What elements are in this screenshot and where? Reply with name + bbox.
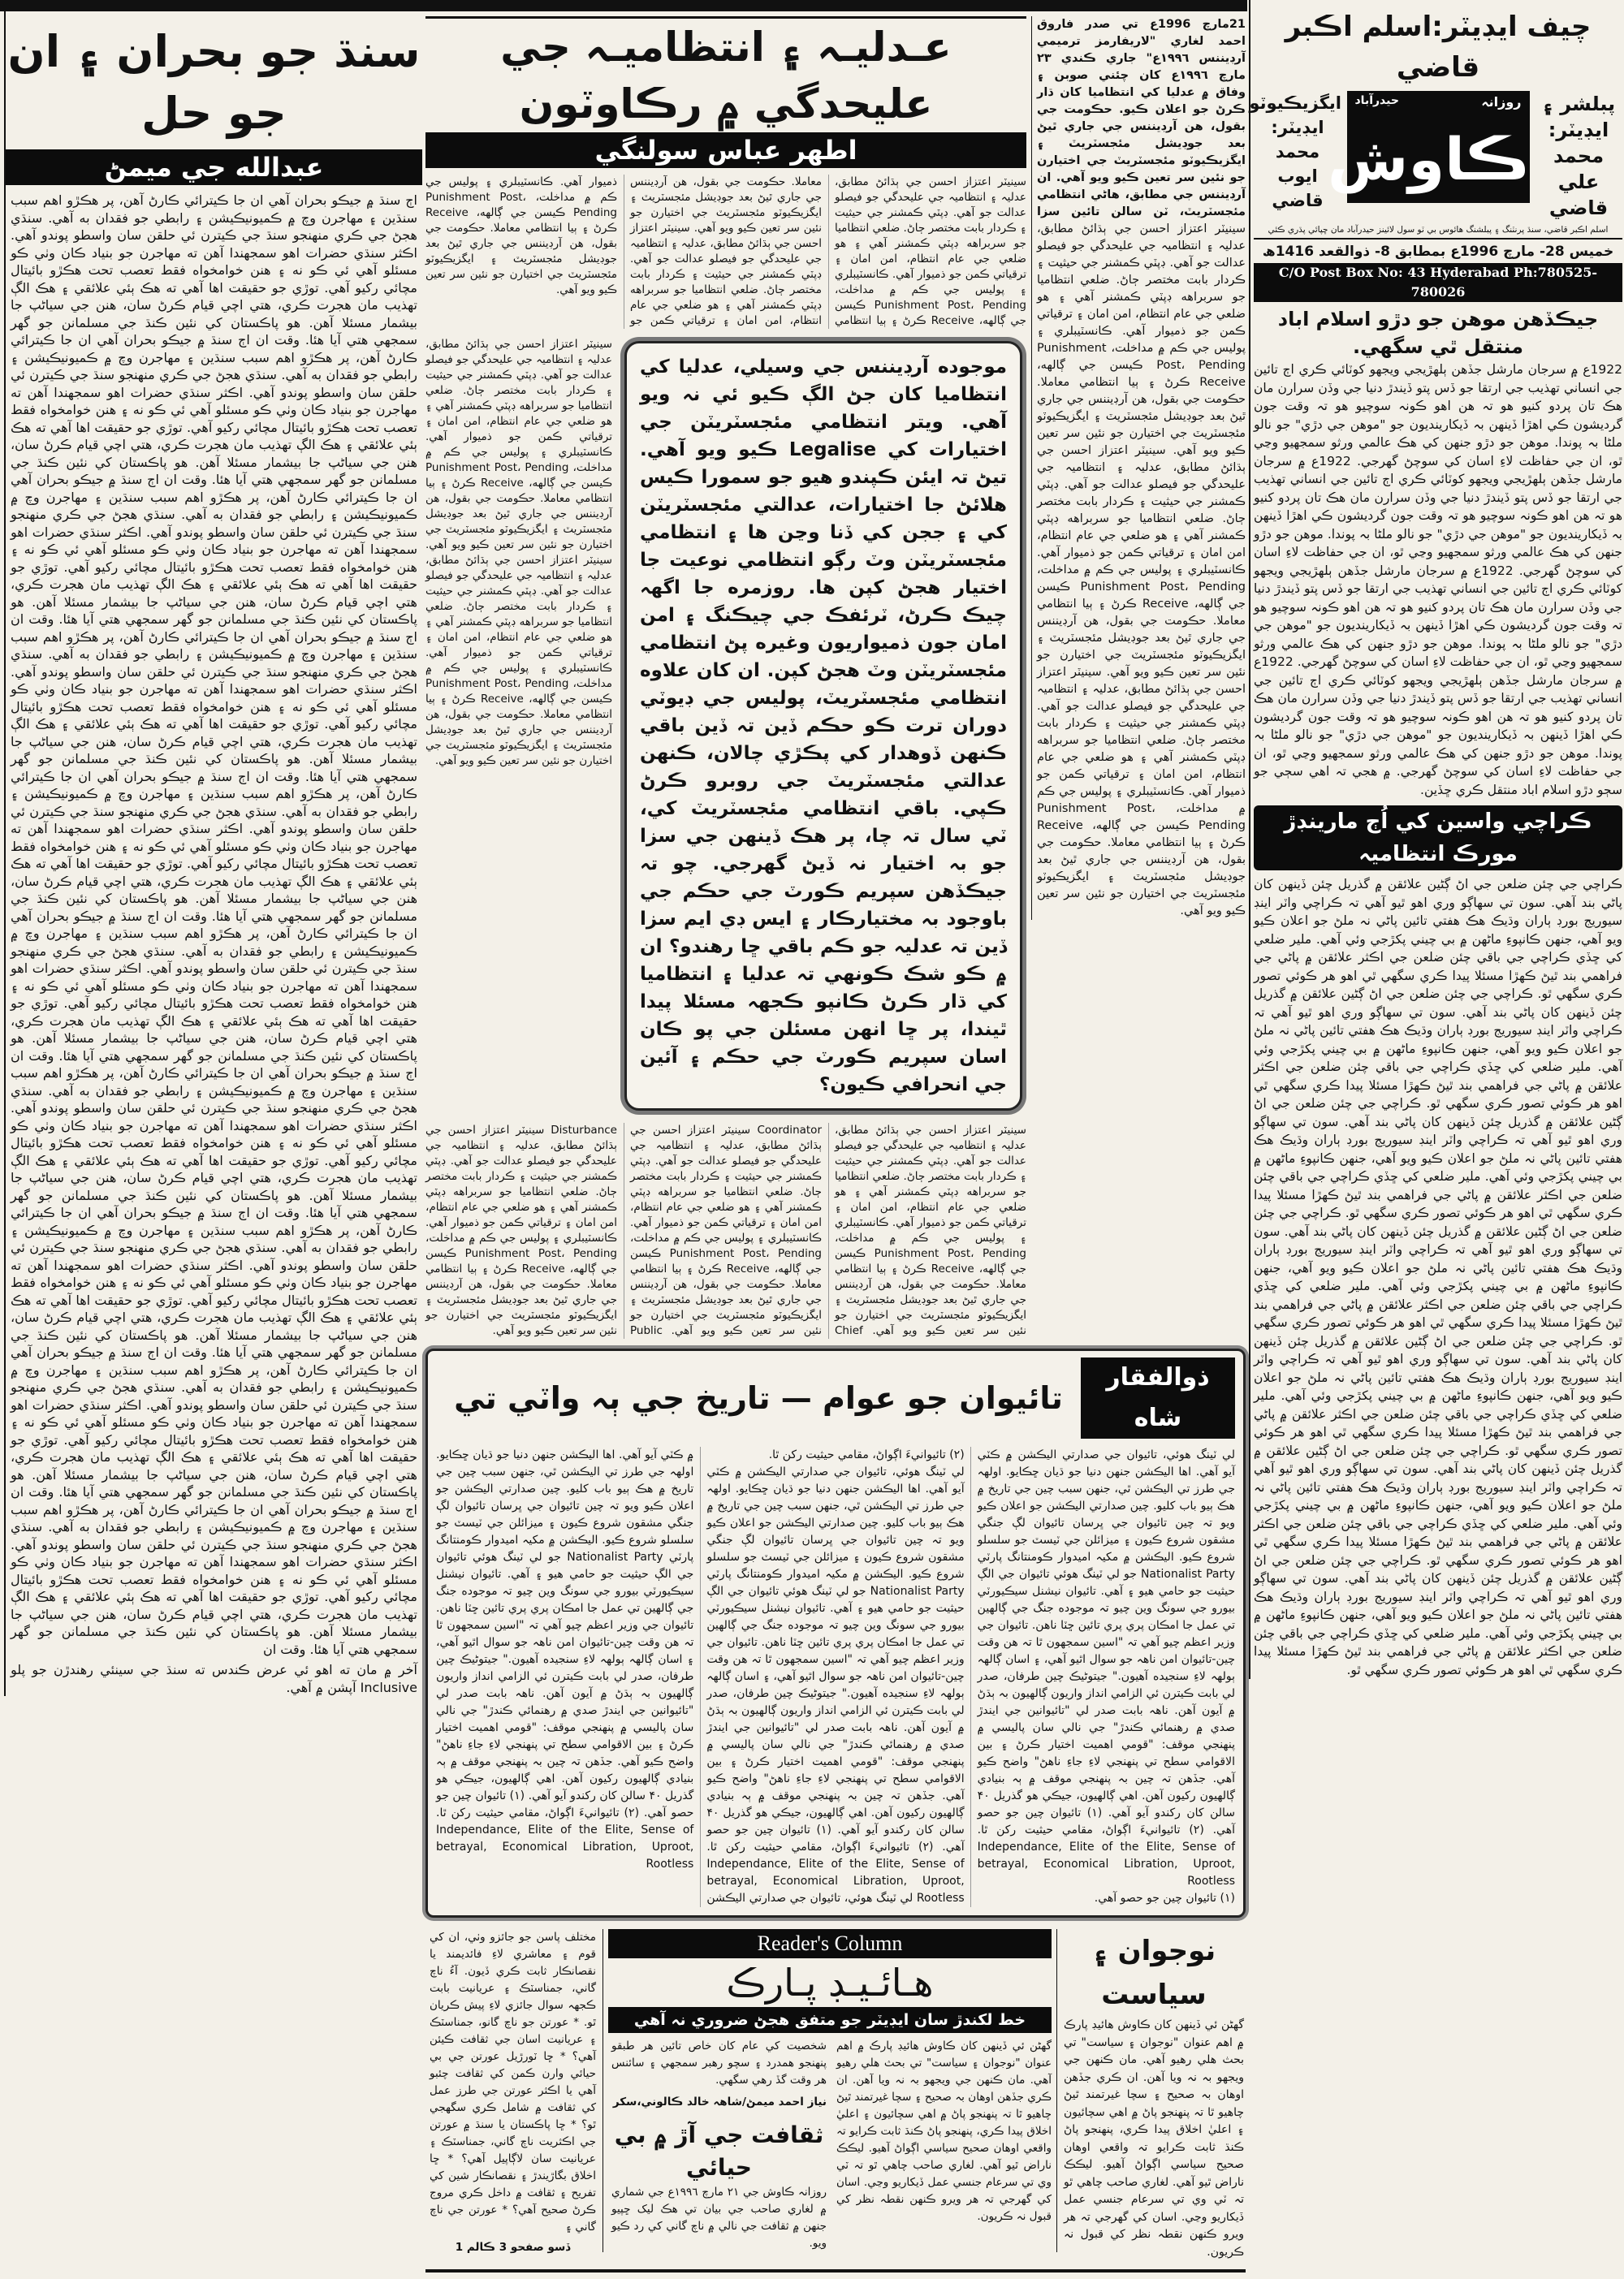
masthead (1249, 6, 1622, 261)
chief-editor: چيف ايڊيٽر:اسلم اڪبر قاضي (1285, 11, 1592, 84)
bottom-rule (425, 2269, 1246, 2273)
letters-row (608, 2038, 1052, 2252)
masthead-row (1249, 91, 1622, 221)
article-intro: 21مارچ 1996ع تي صدر فاروق احمد لغاري "لاريفارمز ترميمي آرڊيننس ١٩٩٦ع" جاري ڪندي ٢٣ مارچ ١٩٩٦ع کان چئني صوبن ۽ وفاق ۾ عدليا کي انتظاميا کان ڌار ڪرڻ جو اعلان ڪيو. حڪومت جي بقول، هن آرڊيننس جي جاري ٿيڻ بعد جوڊيشل مئجسٽريٽ ۽ ايگزيڪيوٽو مئجسٽريٽ جي اختيارن جو نئين سر تعين ڪيو ويو آهي. ان آرڊيننس جي مطابق، هاڻي انتظامي مئجسٽريٽ، ٽن سالن تائين سزا (1037, 18, 1246, 218)
exec-editor-label: ايگزيڪيوٽو ايڊيٽر: (1249, 93, 1341, 137)
karachi-headline: ڪراچي واسين کي اُڄ مارينڊڙ مورڪ انتظاميہ (1254, 805, 1622, 870)
mohenjo-headline: جيڪڏهن موهن جو دڙو اسلام اباد منتقل ٿي سگهي. (1277, 308, 1599, 358)
article-headline: تائيوان جو عوام — تاريخ جي ٻہ واٽي تي (454, 1380, 1063, 1416)
article-headline: سنڌ جو بحران ۽ ان جو حل (7, 26, 421, 139)
article-body: 1922ع ۾ سرجان مارشل جڏهن ٻلهڙيجي ويجهو کوٽائي ڪري اڄ تائين جي انساني تهذيب جي ارتقا جو ڏس پتو ڏيندڙ دنيا جي وڏن سرارن مان هڪ تان پردو کنيو هو تہ هن اهو ڪونہ سوچيو هو تہ وقت جون گرديشون ڪي اهڙا ڏينهن بہ ڏيکارينديون جو "موهن جي دڙي" جو نالو ملڻا بہ پوندا. موهن جو دڙو جنهن کي هڪ عالمي ورثو سمجهيو وڃي ٿو، ان جي حفاظت لاءِ اسان کي سوچڻ گهرجي. (1254, 563, 1622, 669)
article-main (425, 16, 1026, 1339)
article-body: لي ٽينگ هوئي، تائيوان جي صدارتي اليڪشن ۾ ڪٽي آيو آهي. اها اليڪشن جنهن دنيا جو ڌيان ڇڪايو. اولهہ جي طرز تي اليڪشن ٿي، جنهن سبب چين جي تاريخ ۾ هڪ ٻيو باب کليو. چين صدارتي اليڪشن جو اعلان ڪيو ويو تہ چين تائيوان جي ڀرسان تائيوان لڳ جنگي مشقون شروع ڪيون ۽ ميزائلن جي ٽيسٽ جو سلسلو شروع ڪيو. اليڪشن ۾ مکيہ اميدوار ڪومنتانگ پارٽي Nationalist Party جو لي ٽينگ هوئي تائيوان جي الڳ حيثيت جو حامي هيو ۽ آهي. تائيوان نيشنل سيڪيورٽي بيورو جي سونگ وين چيو تہ موجوده جنگ جي ڳالهين تي عمل جا امڪان پري پري تائين ڇٽا ناهن. تائيوان جي وزير اعظم چيو آهي تہ "اسين سمجهون ٿا تہ هن وقت چين-تائيوان امن ناهہ جو سوال اٿيو آهي، ۽ اسان ڳالهہ ٻولهہ لاءِ سنجيده آهيون." جيتوڻيڪ چين طرفان، صدر لي بابت ڪيترن ئي الزامي انداز واريون ڳالهيون بہ ٻڌڻ ۾ آيون آهن. ناهہ بابت صدر لي "تائيوانين جي ايندڙ صدي ۾ رهنمائي ڪندڙ" جي نالي سان پاليسي ۾ پنهنجي موقف: "قومي اهميت اختيار ڪرڻ ۽ بين الاقوامي سطح تي پنهنجي لاءِ جاءِ ناهڻ" واضح ڪيو آهي. جڏهن تہ چين بہ پنهنجي موقف ۾ ٻہ بنيادي ڳالهيون رکيون آهن. اهي ڳالهيون، جيڪي هو گذريل ۴۰ سالن کان رکندو آيو آهي. (١) تائيوان چين جو حصو آهي. (٢) تائيوانيءَ اڳواڻ، مقامي حيثيت رکن ٿا. Independance, Elite of the Elite, Sense of betrayal, Economical Libration, Uproot, Rootless (436, 1448, 914, 1905)
youth-politics (1064, 1929, 1246, 2261)
youth-politics-body (1064, 2017, 1244, 2261)
postal-address: C/O Post Box No: 43 Hyderabad Ph:780525-780026 (1254, 263, 1622, 302)
article-body: سينيٽر اعتزاز احسن جي ٻڌائڻ مطابق، عدليہ ۽ انتظاميہ جي عليحدگي جو فيصلو عدالت جو آهي. ڊپٽي ڪمشنر جي حيثيت ۽ ڪردار بابت مختصر ڄاڻ. ضلعي انتظاميا جو سربراهه ڊپٽي ڪمشنر آهي ۽ هو ضلعي جي عام انتظام، امن امان ۽ ترقياتي ڪمن جو ذميوار آهي. ڪانسٽيبلري ۽ پوليس جي ڪم ۾ مداخلت، Punishment Post، Pending ڪيسن جي ڳالهه، Receive ڪرڻ ۽ ٻيا انتظامي معاملا. حڪومت جي بقول، هن آرڊيننس جي جاري ٿيڻ بعد جوڊيشل مئجسٽريٽ ۽ ايگزيڪيوٽو مئجسٽريٽ جي اختيارن جو نئين سر تعين ڪيو ويو آهي. (1037, 444, 1246, 679)
article-closing: آخر ۾ مان ته اهو ئي عرض ڪندس ته سنڌ جي سينئي رهندڙن جو پلو Inclusive آپشن ۾ آهي. (11, 1662, 417, 1695)
karachi-body (1254, 875, 1622, 1679)
article-headline: عـدليـہ ۽ انتظاميـہ جي عليحدگي ۾ رڪاوٽون (500, 24, 952, 127)
letter-text: شخصيت کي عام کان خاص تائين هر طبقو پنهنجو همدرد ۽ سچو رهبر سمجهي ۽ سائنس هر وقت گڏ رهي سگهي. (611, 2039, 827, 2087)
letter-text: گهڻن ئي ڏينهن کان ڪاوش هائيڊ پارڪ ۾ اهم عنوان "نوجوان ۽ سياست" تي بحث هلي رهيو آهي. مان ڪنهن جي ويجهو بہ نہ ويا آهن. ان ڪري جڏهن اوهان بہ صحيح ۽ سچا غيرتمند ٿيڻ چاهيو ٿا تہ پنهنجو پاڻ ۾ اهي سچائيون ۽ اعليٰ اخلاق پيدا ڪري، پنهنجو پاڻ ڪنڌ ثابت ڪرايو تہ واقعي اوهان صحيح سياسي اڳواڻ آهيو. ليڪڪ ناراض ٿيو آهي. لغاري صاحب چاهي ٿو تہ ٽي وي تي سرعام جنسي عمل ڏيکاريو وڃي. اسان کي گهرجي تہ هر ويرو ڪنهن نقطہ نظر کي قبول نہ ڪريون. (836, 2039, 1052, 2223)
letter-text: روزانہ ڪاوش جي ۲۱ مارچ ١٩٩٦ع جي شماري ۾ لغاري صاحب جي بيان تي هڪ ليک ڇپيو جنهن ۾ ثقافت جي نالي ۾ ناچ گاني کي رد ڪيو ويو. (611, 2186, 827, 2250)
letter-signature: نياز احمد ميمڻ/شاهہ خالد ڪالوني،سکر (612, 2096, 827, 2109)
issue-date: خميس 28- مارچ 1996ع بمطابق 8- ذوالقعد 1416ھ (1262, 244, 1614, 260)
taiwan-header (436, 1357, 1235, 1439)
pull-quote-text: موجوده آرڊيننس جي وسيلي، عدليا کي انتظاميا کان جڻ الڳ ڪيو ئي نہ ويو آهي. ويتر انتظامي مئجسٽريٽن جي اختيارات کي Legalise ڪيو ويو آهي. تيڻ تہ ايئن ڪپندو هيو جو سمورا ڪيس هلائڻ جا اختيارات، عدالتي مئجسٽريٽن کي ۽ ججن کي ڏنا وڃن ها ۽ انتظامي مئجسٽريٽن وٽ رڳو انتظامي نوعيت جا اختيار هجڻ کپن ها. روزمره جا اگهہ چيڪ ڪرڻ، ٽرئفڪ جي چيڪنگ ۽ امن امان جون ذميواريون وغيره پڻ انتظامي مئجسٽريٽن وٽ هجڻ کپن. ان کان علاوه انتظامي مئجسٽريٽ، پوليس جي ڊيوٽي دوران ترت ڪو حڪم ڏين تہ ڏين باقي ڪنهن ڏوهدار کي پڪڙي چالان، ڪنهن عدالتي مئجسٽريٽ جي روبرو ڪرڻ ڪپي. باقي انتظامي مئجسٽريٽ کي، ٽي سال تہ چا، پر هڪ ڏينهن جي سزا جو بہ اختيار نہ ڏيڻ گهرجي. چو تہ جيڪڏهن سپريم ڪورٽ جي حڪم جي باوجود بہ مختيارڪار ۽ ايس ڊي ايم سزا ڏين تہ عدليہ جو ڪم باقي ڇا رهندو؟ ان ۾ ڪو شڪ ڪونهي تہ عدليا ۽ انتظاميا کي ڌار ڪرڻ ڪانپو ڪجهہ مسئلا پيدا ٿيندا، پر ڇا انهن مسئلن جي پو ڪان اسان سپريم ڪورٽ جي حڪم ۽ آئين جي انحرافي ڪيون؟ (640, 356, 1007, 1095)
article-body-repeat: اڄ سنڌ ۾ جيڪو بحران آهي ان جا ڪيترائي ڪارڻ آهن، پر هڪڙو اهم سبب سنڌين ۽ مهاجرن وچ ۾ ڪميونيڪيشن ۽ رابطي جو فقدان به آهي. سنڌي هجڻ جي ڪري منهنجو سنڌ جي ڪيترن ئي حلقن سان واسطو پوندو آهي. اڪثر سنڌي حضرات اهو سمجهندا آهن ته مهاجرن جو بنياد ڪان وٺي ڪو مسئلو آهي ئي ڪو نه ۽ هنن خوامخواه فقط تعصب تحت هڪڙو بائيتال مچائي رکيو آهي. توڙي جو حقيقت اها آهي ته هڪ ٻئي علائقي ۽ هڪ الڳ تهذيب مان هجرت ڪري، هتي اچي قيام ڪرڻ سان، هنن جي سياڻپ جا بيشمار مسئلا آهن. هو پاڪستان کي نئين ڪنڌ جي مسلمانن جو گهر سمجهي هتي آيا هئا. وقت ان (11, 1501, 417, 1657)
letter-text: گهڻن ئي ڏينهن کان ڪاوش هائيڊ پارڪ ۾ اهم عنوان "نوجوان ۽ سياست" تي بحث هلي رهيو آهي. مان ڪنهن جي ويجهو بہ نہ ويا آهن. ان ڪري جڏهن اوهان بہ صحيح ۽ سچا غيرتمند ٿيڻ چاهيو ٿا تہ پنهنجو پاڻ ۾ اهي سچائيون ۽ اعليٰ اخلاق پيدا ڪري، پنهنجو پاڻ ڪنڌ ثابت ڪرايو تہ واقعي اوهان صحيح سياسي اڳواڻ آهيو. ليڪڪ ناراض ٿيو آهي. لغاري صاحب چاهي ٿو تہ ٽي وي تي سرعام جنسي عمل ڏيکاريو وڃي. اسان کي گهرجي تہ هر ويرو ڪنهن نقطہ نظر کي قبول نہ ڪريون. (1064, 2018, 1244, 2259)
hyde-park-title: هـائـيـڊ پـارڪ (726, 1961, 934, 2005)
article-body: سينيٽر اعتزاز احسن جي ٻڌائڻ مطابق، عدليہ ۽ انتظاميہ جي عليحدگي جو فيصلو عدالت جو آهي. ڊپٽي ڪمشنر جي حيثيت ۽ ڪردار بابت مختصر ڄاڻ. ضلعي انتظاميا جو سربراهه ڊپٽي ڪمشنر آهي ۽ هو ضلعي جي عام انتظام، امن امان ۽ ترقياتي ڪمن جو ذميوار آهي. ڪانسٽيبلري ۽ پوليس جي ڪم ۾ مداخلت، Punishment Post، Pending ڪيسن جي ڳالهه، Receive ڪرڻ ۽ ٻيا انتظامي معاملا. حڪومت جي بقول، هن آرڊيننس جي جاري ٿيڻ بعد جوڊيشل مئجسٽريٽ ۽ ايگزيڪيوٽو مئجسٽريٽ جي اختيارن جو نئين سر تعين ڪيو ويو آهي. (630, 1124, 823, 1337)
author-byline: عبدالله جي ميمڻ (6, 149, 422, 185)
article-body-repeat: اڄ سنڌ ۾ جيڪو بحران آهي ان جا ڪيترائي ڪارڻ آهن، پر هڪڙو اهم سبب سنڌين ۽ مهاجرن وچ ۾ ڪميونيڪيشن ۽ رابطي جو فقدان به آهي. سنڌي هجڻ جي ڪري منهنجو سنڌ جي ڪيترن ئي حلقن سان واسطو پوندو آهي. اڪثر سنڌي حضرات اهو سمجهندا آهن ته مهاجرن جو بنياد ڪان وٺي ڪو مسئلو آهي ئي ڪو نه ۽ هنن خوامخواه فقط تعصب تحت هڪڙو بائيتال مچائي رکيو آهي. توڙي جو حقيقت اها آهي ته هڪ ٻئي علائقي ۽ هڪ الڳ تهذيب مان هجرت ڪري، هتي اچي قيام ڪرڻ سان، هنن جي سياڻپ جا بيشمار مسئلا آهن. هو پاڪستان کي نئين ڪنڌ جي مسلمانن جو گهر سمجهي هتي آيا هئا. وقت ان (11, 1345, 417, 1500)
article-body: سينيٽر اعتزاز احسن جي ٻڌائڻ مطابق، عدليہ ۽ انتظاميہ جي عليحدگي جو فيصلو عدالت جو آهي. ڊپٽي ڪمشنر جي حيثيت ۽ ڪردار بابت مختصر ڄاڻ. ضلعي انتظاميا جو سربراهه ڊپٽي ڪمشنر آهي ۽ هو ضلعي جي عام انتظام، امن امان ۽ ترقياتي ڪمن جو ذميوار آهي. ڪانسٽيبلري ۽ پوليس جي ڪم ۾ مداخلت، Punishment Post، Pending ڪيسن جي ڳالهه، Receive ڪرڻ ۽ ٻيا انتظامي معاملا. حڪومت جي بقول، هن آرڊيننس جي جاري ٿيڻ بعد جوڊيشل مئجسٽريٽ ۽ ايگزيڪيوٽو مئجسٽريٽ جي اختيارن جو نئين سر تعين ڪيو ويو آهي. (425, 554, 613, 767)
imprint-line: اسلم اڪبر قاضي، سنڌ پرنٽنگ ۽ پبلشنگ هائوس بي ٽو سول لائينز حيدرآباد مان ڇپائي پڌري ڪئي (1268, 225, 1609, 235)
article-body-repeat: اڄ سنڌ ۾ جيڪو بحران آهي ان جا ڪيترائي ڪارڻ آهن، پر هڪڙو اهم سبب سنڌين ۽ مهاجرن وچ ۾ ڪميونيڪيشن ۽ رابطي جو فقدان به آهي. سنڌي هجڻ جي ڪري منهنجو سنڌ جي ڪيترن ئي حلقن سان واسطو پوندو آهي. اڪثر سنڌي حضرات اهو سمجهندا آهن ته مهاجرن جو بنياد ڪان وٺي ڪو مسئلو آهي ئي ڪو نه ۽ هنن خوامخواه فقط تعصب تحت هڪڙو بائيتال مچائي رکيو آهي. توڙي جو حقيقت اها آهي ته هڪ ٻئي علائقي ۽ هڪ الڳ تهذيب مان هجرت ڪري، هتي اچي قيام ڪرڻ سان، هنن جي سياڻپ جا بيشمار مسئلا آهن. هو پاڪستان کي نئين ڪنڌ جي مسلمانن جو گهر سمجهي هتي آيا هئا. وقت ان (11, 1205, 417, 1360)
article-body-columns-lower (425, 1123, 1026, 1339)
article-body-repeat: اڄ سنڌ ۾ جيڪو بحران آهي ان جا ڪيترائي ڪارڻ آهن، پر هڪڙو اهم سبب سنڌين ۽ مهاجرن وچ ۾ ڪميونيڪيشن ۽ رابطي جو فقدان به آهي. سنڌي هجڻ جي ڪري منهنجو سنڌ جي ڪيترن ئي حلقن سان واسطو پوندو آهي. اڪثر سنڌي حضرات اهو سمجهندا آهن ته مهاجرن جو بنياد ڪان وٺي ڪو مسئلو آهي ئي ڪو نه ۽ هنن خوامخواه فقط تعصب تحت هڪڙو بائيتال مچائي رکيو آهي. توڙي جو حقيقت اها آهي ته هڪ ٻئي علائقي ۽ هڪ الڳ تهذيب مان هجرت ڪري، هتي اچي قيام ڪرڻ سان، هنن جي سياڻپ جا بيشمار مسئلا آهن. هو پاڪستان کي نئين ڪنڌ جي مسلمانن جو گهر سمجهي هتي آيا هئا. وقت ان (11, 472, 417, 627)
article-body: سينيٽر اعتزاز احسن جي ٻڌائڻ مطابق، عدليہ ۽ انتظاميہ جي عليحدگي جو فيصلو عدالت جو آهي. ڊپٽي ڪمشنر جي حيثيت ۽ ڪردار بابت مختصر ڄاڻ. ضلعي انتظاميا جو سربراهه ڊپٽي ڪمشنر آهي ۽ هو ضلعي جي عام انتظام، امن امان ۽ ترقياتي ڪمن جو ذميوار آهي. ڪانسٽيبلري ۽ پوليس جي ڪم ۾ مداخلت، Punishment Post، Pending ڪيسن جي ڳالهه، Receive ڪرڻ ۽ ٻيا انتظامي معاملا. حڪومت جي بقول، هن آرڊيننس جي جاري ٿيڻ بعد جوڊيشل مئجسٽريٽ ۽ ايگزيڪيوٽو مئجسٽريٽ جي اختيارن جو نئين سر تعين ڪيو ويو آهي. (425, 175, 822, 327)
letter-column-2 (836, 2038, 1052, 2225)
readers-left-column (430, 1929, 596, 2256)
readers-center (603, 1929, 1057, 2252)
article-sindh-crisis (4, 0, 422, 1696)
logo-daily: روزانہ (1481, 94, 1522, 110)
article-body: سينيٽر اعتزاز احسن جي ٻڌائڻ مطابق، عدليہ ۽ انتظاميہ جي عليحدگي جو فيصلو عدالت جو آهي. ڊپٽي ڪمشنر جي حيثيت ۽ ڪردار بابت مختصر ڄاڻ. ضلعي انتظاميا جو سربراهه ڊپٽي ڪمشنر آهي ۽ هو ضلعي جي عام انتظام، امن امان ۽ ترقياتي ڪمن جو ذميوار آهي. ڪانسٽيبلري ۽ پوليس جي ڪم ۾ مداخلت، Punishment Post، Pending ڪيسن جي ڳالهه، Receive ڪرڻ ۽ ٻيا انتظامي معاملا. حڪومت جي بقول، هن آرڊيننس جي جاري ٿيڻ بعد جوڊيشل مئجسٽريٽ ۽ ايگزيڪيوٽو مئجسٽريٽ جي اختيارن جو نئين سر تعين ڪيو ويو آهي. (630, 175, 1027, 327)
letter-title: ثقافت جي آڙ ۾ بي حيائي (614, 2121, 824, 2181)
article-body: ڪراچي جي چئن ضلعن جي اڻ ڳڻين علائقن ۾ گذريل چئن ڏينهن کان پاڻي بند آهي. سون تي سهاڳو وري اهو ٿيو آهي تہ ڪراچي واٽر اينڊ سيوريج بورڊ ٻاران وڌيڪ هڪ هفتي تائين پاڻي نہ ملڻ جو اعلان ڪيو ويو آهي، جنهن ڪانپوءِ ماڻهن ۾ بي چيني پکڙجي وئي آهي. ملير ضلعي کي ڇڏي ڪراچي جي باقي چئن ضلعن جي اڪثر علائقن ۾ پاڻي جي فراهمي بند ٿيڻ ڪهڙا مسئلا پيدا ڪري سگهي ٿي اهو هر ڪوئي تصور ڪري سگهي ٿو. (1254, 877, 1622, 1001)
article-body: سينيٽر اعتزاز احسن جي ٻڌائڻ مطابق، عدليہ ۽ انتظاميہ جي عليحدگي جو فيصلو عدالت جو آهي. ڊپٽي ڪمشنر جي حيثيت ۽ ڪردار بابت مختصر ڄاڻ. ضلعي انتظاميا جو سربراهه ڊپٽي ڪمشنر آهي ۽ هو ضلعي جي عام انتظام، امن امان ۽ ترقياتي ڪمن جو ذميوار آهي. ڪانسٽيبلري ۽ پوليس جي ڪم ۾ مداخلت، Punishment Post، Pending ڪيسن جي ڳالهه، Receive ڪرڻ ۽ ٻيا انتظامي معاملا. حڪومت جي بقول، هن آرڊيننس جي جاري ٿيڻ بعد جوڊيشل مئجسٽريٽ ۽ ايگزيڪيوٽو مئجسٽريٽ جي اختيارن جو نئين سر تعين ڪيو ويو آهي. (1037, 666, 1246, 917)
article-body: سينيٽر اعتزاز احسن جي ٻڌائڻ مطابق، عدليہ ۽ انتظاميہ جي عليحدگي جو فيصلو عدالت جو آهي. ڊپٽي ڪمشنر جي حيثيت ۽ ڪردار بابت مختصر ڄاڻ. ضلعي انتظاميا جو سربراهه ڊپٽي ڪمشنر آهي ۽ هو ضلعي جي عام انتظام، امن امان ۽ ترقياتي ڪمن جو ذميوار آهي. ڪانسٽيبلري ۽ پوليس جي ڪم ۾ مداخلت، Punishment Post، Pending ڪيسن جي ڳالهه، Receive ڪرڻ ۽ ٻيا انتظامي معاملا. حڪومت جي بقول، هن آرڊيننس جي جاري ٿيڻ بعد جوڊيشل مئجسٽريٽ ۽ ايگزيڪيوٽو مئجسٽريٽ جي اختيارن جو نئين سر تعين ڪيو ويو آهي. (425, 1124, 618, 1337)
continued-note: ڏسو صفحو 3 ڪالم 1 (455, 2241, 571, 2254)
term-chief-coordinator: Chief Coordinator (757, 1124, 863, 1337)
article-body-repeat: اڄ سنڌ ۾ جيڪو بحران آهي ان جا ڪيترائي ڪارڻ آهن، پر هڪڙو اهم سبب سنڌين ۽ مهاجرن وچ ۾ ڪميونيڪيشن ۽ رابطي جو فقدان به آهي. سنڌي هجڻ جي ڪري منهنجو سنڌ جي ڪيترن ئي حلقن سان واسطو پوندو آهي. اڪثر سنڌي حضرات اهو سمجهندا آهن ته مهاجرن جو بنياد ڪان وٺي ڪو مسئلو آهي ئي ڪو نه ۽ هنن خوامخواه فقط تعصب تحت هڪڙو بائيتال مچائي رکيو آهي. توڙي جو حقيقت اها آهي ته هڪ ٻئي علائقي ۽ هڪ الڳ تهذيب مان هجرت ڪري، هتي اچي قيام ڪرڻ سان، هنن جي سياڻپ جا بيشمار مسئلا آهن. هو پاڪستان کي نئين ڪنڌ جي مسلمانن جو گهر سمجهي هتي آيا هئا. وقت ان (11, 1065, 418, 1220)
article-body: لي ٽينگ هوئي، تائيوان جي صدارتي اليڪشن ۾ ڪٽي آيو آهي. اها اليڪشن جنهن دنيا جو ڌيان ڇڪايو. اولهہ جي طرز تي اليڪشن ٿي، جنهن سبب چين جي تاريخ ۾ هڪ ٻيو باب کليو. چين صدارتي اليڪشن جو اعلان ڪيو ويو تہ چين تائيوان جي ڀرسان تائيوان لڳ جنگي مشقون شروع ڪيون ۽ ميزائلن جي ٽيسٽ جو سلسلو شروع ڪيو. اليڪشن ۾ مکيہ اميدوار ڪومنتانگ پارٽي Nationalist Party جو لي ٽينگ هوئي تائيوان جي الڳ حيثيت جو حامي هيو ۽ آهي. تائيوان نيشنل سيڪيورٽي بيورو جي سونگ وين چيو تہ موجوده جنگ جي ڳالهين تي عمل جا امڪان پري پري تائين ڇٽا ناهن. تائيوان جي وزير اعظم چيو آهي تہ "اسين سمجهون ٿا تہ هن وقت چين-تائيوان امن ناهہ جو سوال اٿيو آهي، ۽ اسان ڳالهہ ٻولهہ لاءِ سنجيده آهيون." جيتوڻيڪ چين طرفان، صدر لي بابت ڪيترن ئي الزامي انداز واريون ڳالهيون بہ ٻڌڻ ۾ آيون آهن. ناهہ بابت صدر لي "تائيوانين جي ايندڙ صدي ۾ رهنمائي ڪندڙ" جي نالي سان پاليسي ۾ پنهنجي موقف: "قومي اهميت اختيار ڪرڻ ۽ بين الاقوامي سطح تي پنهنجي لاءِ جاءِ ناهڻ" واضح ڪيو آهي. جڏهن تہ چين بہ پنهنجي موقف ۾ ٻہ بنيادي ڳالهيون رکيون آهن. اهي ڳالهيون، جيڪي هو گذريل ۴۰ سالن کان رکندو آيو آهي. (١) تائيوان چين جو حصو آهي. (٢) تائيوانيءَ اڳواڻ، مقامي حيثيت رکن ٿا. Independance, Elite of the Elite, Sense of betrayal, Economical Libration, Uproot, Rootless (706, 1465, 965, 1905)
publisher-block (1535, 91, 1622, 221)
readers-area (425, 1929, 1246, 2261)
article-body-left-column (425, 337, 612, 769)
term-public-disturbance: Public Disturbance (551, 1124, 663, 1337)
article-body: ڪراچي جي چئن ضلعن جي اڻ ڳڻين علائقن ۾ گذريل چئن ڏينهن کان پاڻي بند آهي. سون تي سهاڳو وري اهو ٿيو آهي تہ ڪراچي واٽر اينڊ سيوريج بورڊ ٻاران وڌيڪ هڪ هفتي تائين پاڻي نہ ملڻ جو اعلان ڪيو ويو آهي، جنهن ڪانپوءِ ماڻهن ۾ بي چيني پکڙجي وئي آهي. ملير ضلعي کي ڇڏي ڪراچي جي باقي چئن ضلعن جي اڪثر علائقن ۾ پاڻي جي فراهمي بند ٿيڻ ڪهڙا مسئلا پيدا ڪري سگهي ٿي اهو هر ڪوئي تصور ڪري سگهي ٿو. (1254, 1443, 1622, 1568)
article-body: 1922ع ۾ سرجان مارشل جڏهن ٻلهڙيجي ويجهو کوٽائي ڪري اڄ تائين جي انساني تهذيب جي ارتقا جو ڏس پتو ڏيندڙ دنيا جي وڏن سرارن مان هڪ تان پردو کنيو هو تہ هن اهو ڪونہ سوچيو هو تہ وقت جون گرديشون ڪي اهڙا ڏينهن بہ ڏيکارينديون جو "موهن جي دڙي" جو نالو ملڻا بہ پوندا. موهن جو دڙو جنهن کي هڪ عالمي ورثو سمجهيو وڃي ٿو، ان جي حفاظت لاءِ اسان کي سوچڻ گهرجي. (1254, 654, 1622, 779)
article-intro-column (1031, 16, 1246, 920)
article-body: لي ٽينگ هوئي، تائيوان جي صدارتي اليڪشن ۾ ڪٽي آيو آهي. اها اليڪشن جنهن دنيا جو ڌيان ڇڪايو. اولهہ جي طرز تي اليڪشن ٿي، جنهن سبب چين جي تاريخ ۾ هڪ ٻيو باب کليو. چين صدارتي اليڪشن جو اعلان ڪيو ويو تہ چين تائيوان جي ڀرسان تائيوان لڳ جنگي مشقون شروع ڪيون ۽ ميزائلن جي ٽيسٽ جو سلسلو شروع ڪيو. اليڪشن ۾ مکيہ اميدوار ڪومنتانگ پارٽي Nationalist Party جو لي ٽينگ هوئي تائيوان جي الڳ حيثيت جو حامي هيو ۽ آهي. تائيوان نيشنل سيڪيورٽي بيورو جي سونگ وين چيو تہ موجوده جنگ جي ڳالهين تي عمل جا امڪان پري پري تائين ڇٽا ناهن. تائيوان جي وزير اعظم چيو آهي تہ "اسين سمجهون ٿا تہ هن وقت چين-تائيوان امن ناهہ جو سوال اٿيو آهي، ۽ اسان ڳالهہ ٻولهہ لاءِ سنجيده آهيون." جيتوڻيڪ چين طرفان، صدر لي بابت ڪيترن ئي الزامي انداز واريون ڳالهيون بہ ٻڌڻ ۾ آيون آهن. ناهہ بابت صدر لي "تائيوانين جي ايندڙ صدي ۾ رهنمائي ڪندڙ" جي نالي سان پاليسي ۾ پنهنجي موقف: "قومي اهميت اختيار ڪرڻ ۽ بين الاقوامي سطح تي پنهنجي لاءِ جاءِ ناهڻ" واضح ڪيو آهي. جڏهن تہ چين بہ پنهنجي موقف ۾ ٻہ بنيادي ڳالهيون رکيون آهن. اهي ڳالهيون، جيڪي هو گذريل ۴۰ سالن کان رکندو آيو آهي. (١) تائيوان چين جو حصو آهي. (٢) تائيوانيءَ اڳواڻ، مقامي حيثيت رکن ٿا. Independance, Elite of the Elite, Sense of betrayal, Economical Libration, Uproot, Rootless (977, 1448, 1236, 1888)
exec-editor-name: محمد ايوب قاضي (1272, 142, 1324, 210)
masthead-rule (1254, 238, 1622, 240)
article-body (6, 192, 422, 1658)
article-body: ڪراچي جي چئن ضلعن جي اڻ ڳڻين علائقن ۾ گذريل چئن ڏينهن کان پاڻي بند آهي. سون تي سهاڳو وري اهو ٿيو آهي تہ ڪراچي واٽر اينڊ سيوريج بورڊ ٻاران وڌيڪ هڪ هفتي تائين پاڻي نہ ملڻ جو اعلان ڪيو ويو آهي، جنهن ڪانپوءِ ماڻهن ۾ بي چيني پکڙجي وئي آهي. ملير ضلعي کي ڇڏي ڪراچي جي باقي چئن ضلعن جي اڪثر علائقن ۾ پاڻي جي فراهمي بند ٿيڻ ڪهڙا مسئلا پيدا ڪري سگهي ٿي اهو هر ڪوئي تصور ڪري سگهي ٿو. (1254, 1206, 1622, 1349)
article-body: سينيٽر اعتزاز احسن جي ٻڌائڻ مطابق، عدليہ ۽ انتظاميہ جي عليحدگي جو فيصلو عدالت جو آهي. ڊپٽي ڪمشنر جي حيثيت ۽ ڪردار بابت مختصر ڄاڻ. ضلعي انتظاميا جو سربراهه ڊپٽي ڪمشنر آهي ۽ هو ضلعي جي عام انتظام، امن امان ۽ ترقياتي ڪمن جو ذميوار آهي. ڪانسٽيبلري ۽ پوليس جي ڪم ۾ مداخلت، Punishment Post، Pending ڪيسن جي ڳالهه، Receive ڪرڻ ۽ ٻيا انتظامي معاملا. حڪومت جي بقول، هن آرڊيننس جي جاري ٿيڻ بعد جوڊيشل مئجسٽريٽ ۽ ايگزيڪيوٽو مئجسٽريٽ جي اختيارن جو نئين سر تعين ڪيو ويو آهي. (1037, 222, 1246, 457)
article-body: ڪراچي جي چئن ضلعن جي اڻ ڳڻين علائقن ۾ گذريل چئن ڏينهن کان پاڻي بند آهي. سون تي سهاڳو وري اهو ٿيو آهي تہ ڪراچي واٽر اينڊ سيوريج بورڊ ٻاران وڌيڪ هڪ هفتي تائين پاڻي نہ ملڻ جو اعلان ڪيو ويو آهي، جنهن ڪانپوءِ ماڻهن ۾ بي چيني پکڙجي وئي آهي. ملير ضلعي کي ڇڏي ڪراچي جي باقي چئن ضلعن جي اڪثر علائقن ۾ پاڻي جي فراهمي بند ٿيڻ ڪهڙا مسئلا پيدا ڪري سگهي ٿي اهو هر ڪوئي تصور ڪري سگهي ٿو. (1254, 1333, 1622, 1458)
article-body: 1922ع ۾ سرجان مارشل جڏهن ٻلهڙيجي ويجهو کوٽائي ڪري اڄ تائين جي انساني تهذيب جي ارتقا جو ڏس پتو ڏيندڙ دنيا جي وڏن سرارن مان هڪ تان پردو کنيو هو تہ هن اهو ڪونہ سوچيو هو تہ وقت جون گرديشون ڪي اهڙا ڏينهن بہ ڏيکارينديون جو "موهن جي دڙي" جو نالو ملڻا بہ پوندا. موهن جو دڙو جنهن کي هڪ عالمي ورثو سمجهيو وڃي ٿو، ان جي حفاظت لاءِ اسان کي سوچڻ گهرجي. (1254, 453, 1622, 578)
article-taiwan (425, 1349, 1246, 1918)
article-body: سينيٽر اعتزاز احسن جي ٻڌائڻ مطابق، عدليہ ۽ انتظاميہ جي عليحدگي جو فيصلو عدالت جو آهي. ڊپٽي ڪمشنر جي حيثيت ۽ ڪردار بابت مختصر ڄاڻ. ضلعي انتظاميا جو سربراهه ڊپٽي ڪمشنر آهي ۽ هو ضلعي جي عام انتظام، امن امان ۽ ترقياتي ڪمن جو ذميوار آهي. ڪانسٽيبلري ۽ پوليس جي ڪم ۾ مداخلت، Punishment Post، Pending ڪيسن جي ڳالهه، Receive ڪرڻ ۽ ٻيا انتظامي معاملا. حڪومت جي بقول، هن آرڊيننس جي جاري ٿيڻ بعد جوڊيشل مئجسٽريٽ ۽ ايگزيڪيوٽو مئجسٽريٽ جي اختيارن جو نئين سر تعين ڪيو ويو آهي. (425, 338, 613, 551)
logo-city: حيدرآباد (1354, 94, 1399, 107)
disclaimer-bar: خط لکندڙ سان ايڊيٽر جو متفق هجڻ ضروري نہ آهي (608, 2007, 1052, 2033)
author-tag: ذوالفقار شاه (1081, 1357, 1235, 1439)
letter-column (611, 2038, 827, 2252)
right-column (1249, 0, 1624, 1679)
author-byline: اطهر عباس سولنگي (425, 132, 1026, 168)
article-body-repeat: اڄ سنڌ ۾ جيڪو بحران آهي ان جا ڪيترائي ڪارڻ آهن، پر هڪڙو اهم سبب سنڌين ۽ مهاجرن وچ ۾ ڪميونيڪيشن ۽ رابطي جو فقدان به آهي. سنڌي هجڻ جي ڪري منهنجو سنڌ جي ڪيترن ئي حلقن سان واسطو پوندو آهي. اڪثر سنڌي حضرات اهو سمجهندا آهن ته مهاجرن جو بنياد ڪان وٺي ڪو مسئلو آهي ئي ڪو نه ۽ هنن خوامخواه فقط تعصب تحت هڪڙو بائيتال مچائي رکيو آهي. توڙي جو حقيقت اها آهي ته هڪ ٻئي علائقي ۽ هڪ الڳ تهذيب مان هجرت ڪري، هتي اچي قيام ڪرڻ سان، هنن جي سياڻپ جا بيشمار مسئلا آهن. هو پاڪستان کي نئين ڪنڌ جي مسلمانن جو گهر سمجهي هتي آيا هئا. وقت ان (11, 192, 418, 347)
publisher-label: پبلشر ۽ ايڊيٽر: (1541, 93, 1616, 141)
publisher-name: محمد علي قاضي (1548, 145, 1609, 219)
article-body-repeat: اڄ سنڌ ۾ جيڪو بحران آهي ان جا ڪيترائي ڪارڻ آهن، پر هڪڙو اهم سبب سنڌين ۽ مهاجرن وچ ۾ ڪميونيڪيشن ۽ رابطي جو فقدان به آهي. سنڌي هجڻ جي ڪري منهنجو سنڌ جي ڪيترن ئي حلقن سان واسطو پوندو آهي. اڪثر سنڌي حضرات اهو سمجهندا آهن ته مهاجرن جو بنياد ڪان وٺي ڪو مسئلو آهي ئي ڪو نه ۽ هنن خوامخواه فقط تعصب تحت هڪڙو بائيتال مچائي رکيو آهي. توڙي جو حقيقت اها آهي ته هڪ ٻئي علائقي ۽ هڪ الڳ تهذيب مان هجرت ڪري، هتي اچي قيام ڪرڻ سان، هنن جي سياڻپ جا بيشمار مسئلا آهن. هو پاڪستان کي نئين ڪنڌ جي مسلمانن جو گهر سمجهي هتي آيا هئا. وقت ان (11, 908, 417, 1064)
list-item: (١) تائيوان چين جو حصو آهي. (1094, 1892, 1235, 1905)
article-judiciary (425, 16, 1246, 1339)
middle-column (422, 0, 1249, 2273)
article-body-repeat: اڄ سنڌ ۾ جيڪو بحران آهي ان جا ڪيترائي ڪارڻ آهن، پر هڪڙو اهم سبب سنڌين ۽ مهاجرن وچ ۾ ڪميونيڪيشن ۽ رابطي جو فقدان به آهي. سنڌي هجڻ جي ڪري منهنجو سنڌ جي ڪيترن ئي حلقن سان واسطو پوندو آهي. اڪثر سنڌي حضرات اهو سمجهندا آهن ته مهاجرن جو بنياد ڪان وٺي ڪو مسئلو آهي ئي ڪو نه ۽ هنن خوامخواه فقط تعصب تحت هڪڙو بائيتال مچائي رکيو آهي. توڙي جو حقيقت اها آهي ته هڪ ٻئي علائقي ۽ هڪ الڳ تهذيب مان هجرت ڪري، هتي اچي قيام ڪرڻ سان، هنن جي سياڻپ جا بيشمار مسئلا آهن. هو پاڪستان کي نئين ڪنڌ جي مسلمانن جو گهر سمجهي هتي آيا هئا. وقت ان (11, 628, 418, 784)
quote-row (425, 337, 1026, 1115)
article-body-columns (425, 175, 1026, 329)
mohenjo-body (1254, 360, 1622, 799)
logo-wordmark: ڪاوش (1328, 125, 1530, 193)
pull-quote-box (624, 341, 1022, 1111)
article-body: ڪراچي جي چئن ضلعن جي اڻ ڳڻين علائقن ۾ گذريل چئن ڏينهن کان پاڻي بند آهي. سون تي سهاڳو وري اهو ٿيو آهي تہ ڪراچي واٽر اينڊ سيوريج بورڊ ٻاران وڌيڪ هڪ هفتي تائين پاڻي نہ ملڻ جو اعلان ڪيو ويو آهي، جنهن ڪانپوءِ ماڻهن ۾ بي چيني پکڙجي وئي آهي. ملير ضلعي کي ڇڏي ڪراچي جي باقي چئن ضلعن جي اڪثر علائقن ۾ پاڻي جي فراهمي بند ٿيڻ ڪهڙا مسئلا پيدا ڪري سگهي ٿي اهو هر ڪوئي تصور ڪري سگهي ٿو. (1254, 1096, 1622, 1220)
article-body-columns (436, 1447, 1235, 1907)
letter-text: مختلف پاسن جو جائزو وٺي، ان کي قوم ۽ معاشري لاءِ فائديمند يا نقصانڪار ثابت ڪري ڏيون. آءُ ناچ گاني، جمناسٽڪ ۽ عريانيت بابت ڪجهہ سوال جائزي لاءِ پيش ڪريان ٿو. * عورتن جو ناچ گانو، جمناسٽڪ ۽ عريانيت اسان جي ثقافت ڪيئن آهي؟ * ڇا ٽورڙيل عورتن جي بي حيائي وارن ڪمن کي ثقافت چئبو آهي يا اڪثر عورتن جي طرز عمل کي ثقافت ۾ شامل ڪري سگهجي ٿو؟ * ڇا پاڪستان يا سنڌ ۾ عورتن جي اڪثريت ناچ گاني، جمناسٽڪ ۽ عريانيت سان لاڳاپيل آهي؟ * ڇا اخلاق بگاڙيندڙ ۽ نقصانڪار شين کي تفريح ۽ ثقافت ۾ داخل ڪري مروج ڪرڻ صحيح آهي؟ * عورتن جي ناچ گاني ۽ (430, 1931, 596, 2234)
article-body: 1922ع ۾ سرجان مارشل جڏهن ٻلهڙيجي ويجهو کوٽائي ڪري اڄ تائين جي انساني تهذيب جي ارتقا جو ڏس پتو ڏيندڙ دنيا جي وڏن سرارن مان هڪ تان پردو کنيو هو تہ هن اهو ڪونہ سوچيو هو تہ وقت جون گرديشون ڪي اهڙا ڏينهن بہ ڏيکارينديون جو "موهن جي دڙي" جو نالو ملڻا بہ پوندا. موهن جو دڙو جنهن کي هڪ عالمي ورثو سمجهيو وڃي ٿو، ان جي حفاظت لاءِ اسان کي سوچڻ گهرجي. (1254, 362, 1622, 468)
logo-box (1328, 91, 1530, 203)
list-item: (٢) تائيوانيءَ اڳواڻ، مقامي حيثيت رکن ٿا. (768, 1448, 965, 1461)
article-body-repeat: اڄ سنڌ ۾ جيڪو بحران آهي ان جا ڪيترائي ڪارڻ آهن، پر هڪڙو اهم سبب سنڌين ۽ مهاجرن وچ ۾ ڪميونيڪيشن ۽ رابطي جو فقدان به آهي. سنڌي هجڻ جي ڪري منهنجو سنڌ جي ڪيترن ئي حلقن سان واسطو پوندو آهي. اڪثر سنڌي حضرات اهو سمجهندا آهن ته مهاجرن جو بنياد ڪان وٺي ڪو مسئلو آهي ئي ڪو نه ۽ هنن خوامخواه فقط تعصب تحت هڪڙو بائيتال مچائي رکيو آهي. توڙي جو حقيقت اها آهي ته هڪ ٻئي علائقي ۽ هڪ الڳ تهذيب مان هجرت ڪري، هتي اچي قيام ڪرڻ سان، هنن جي سياڻپ جا بيشمار مسئلا آهن. هو پاڪستان کي نئين ڪنڌ جي مسلمانن جو گهر سمجهي هتي آيا هئا. وقت ان (11, 768, 417, 924)
article-body: ڪراچي جي چئن ضلعن جي اڻ ڳڻين علائقن ۾ گذريل چئن ڏينهن کان پاڻي بند آهي. سون تي سهاڳو وري اهو ٿيو آهي تہ ڪراچي واٽر اينڊ سيوريج بورڊ ٻاران وڌيڪ هڪ هفتي تائين پاڻي نہ ملڻ جو اعلان ڪيو ويو آهي، جنهن ڪانپوءِ ماڻهن ۾ بي چيني پکڙجي وئي آهي. ملير ضلعي کي ڇڏي ڪراچي جي باقي چئن ضلعن جي اڪثر علائقن ۾ پاڻي جي فراهمي بند ٿيڻ ڪهڙا مسئلا پيدا ڪري سگهي ٿي اهو هر ڪوئي تصور ڪري سگهي ٿو. (1254, 1552, 1622, 1677)
article-body: ڪراچي جي چئن ضلعن جي اڻ ڳڻين علائقن ۾ گذريل چئن ڏينهن کان پاڻي بند آهي. سون تي سهاڳو وري اهو ٿيو آهي تہ ڪراچي واٽر اينڊ سيوريج بورڊ ٻاران وڌيڪ هڪ هفتي تائين پاڻي نہ ملڻ جو اعلان ڪيو ويو آهي، جنهن ڪانپوءِ ماڻهن ۾ بي چيني پکڙجي وئي آهي. ملير ضلعي کي ڇڏي ڪراچي جي باقي چئن ضلعن جي اڪثر علائقن ۾ پاڻي جي فراهمي بند ٿيڻ ڪهڙا مسئلا پيدا ڪري سگهي ٿي اهو هر ڪوئي تصور ڪري سگهي ٿو. (1254, 986, 1622, 1111)
youth-politics-title: نوجوان ۽ سياست (1091, 1935, 1216, 2011)
mohenjo-closing: ۾ هجي تہ اهي سڄي جو سڄو دڙو اسلام اباد منتقل ڪري ڇڏين. (1254, 764, 1622, 797)
readers-column-banner: Reader's Column (608, 1929, 1052, 1958)
article-body: سينيٽر اعتزاز احسن جي ٻڌائڻ مطابق، عدليہ ۽ انتظاميہ جي عليحدگي جو فيصلو عدالت جو آهي. ڊپٽي ڪمشنر جي حيثيت ۽ ڪردار بابت مختصر ڄاڻ. ضلعي انتظاميا جو سربراهه ڊپٽي ڪمشنر آهي ۽ هو ضلعي جي عام انتظام، امن امان ۽ ترقياتي ڪمن جو ذميوار آهي. ڪانسٽيبلري ۽ پوليس جي ڪم ۾ مداخلت، Punishment Post، Pending ڪيسن جي ڳالهه، Receive ڪرڻ ۽ ٻيا انتظامي معاملا. حڪومت جي بقول، هن آرڊيننس جي جاري ٿيڻ بعد جوڊيشل مئجسٽريٽ ۽ ايگزيڪيوٽو مئجسٽريٽ جي اختيارن جو نئين سر تعين ڪيو ويو آهي. (835, 1124, 1027, 1337)
article-body-repeat: اڄ سنڌ ۾ جيڪو بحران آهي ان جا ڪيترائي ڪارڻ آهن، پر هڪڙو اهم سبب سنڌين ۽ مهاجرن وچ ۾ ڪميونيڪيشن ۽ رابطي جو فقدان به آهي. سنڌي هجڻ جي ڪري منهنجو سنڌ جي ڪيترن ئي حلقن سان واسطو پوندو آهي. اڪثر سنڌي حضرات اهو سمجهندا آهن ته مهاجرن جو بنياد ڪان وٺي ڪو مسئلو آهي ئي ڪو نه ۽ هنن خوامخواه فقط تعصب تحت هڪڙو بائيتال مچائي رکيو آهي. توڙي جو حقيقت اها آهي ته هڪ ٻئي علائقي ۽ هڪ الڳ تهذيب مان هجرت ڪري، هتي اچي قيام ڪرڻ سان، هنن جي سياڻپ جا بيشمار مسئلا آهن. هو پاڪستان کي نئين ڪنڌ جي مسلمانن جو گهر سمجهي هتي آيا هئا. وقت ان (11, 332, 417, 487)
